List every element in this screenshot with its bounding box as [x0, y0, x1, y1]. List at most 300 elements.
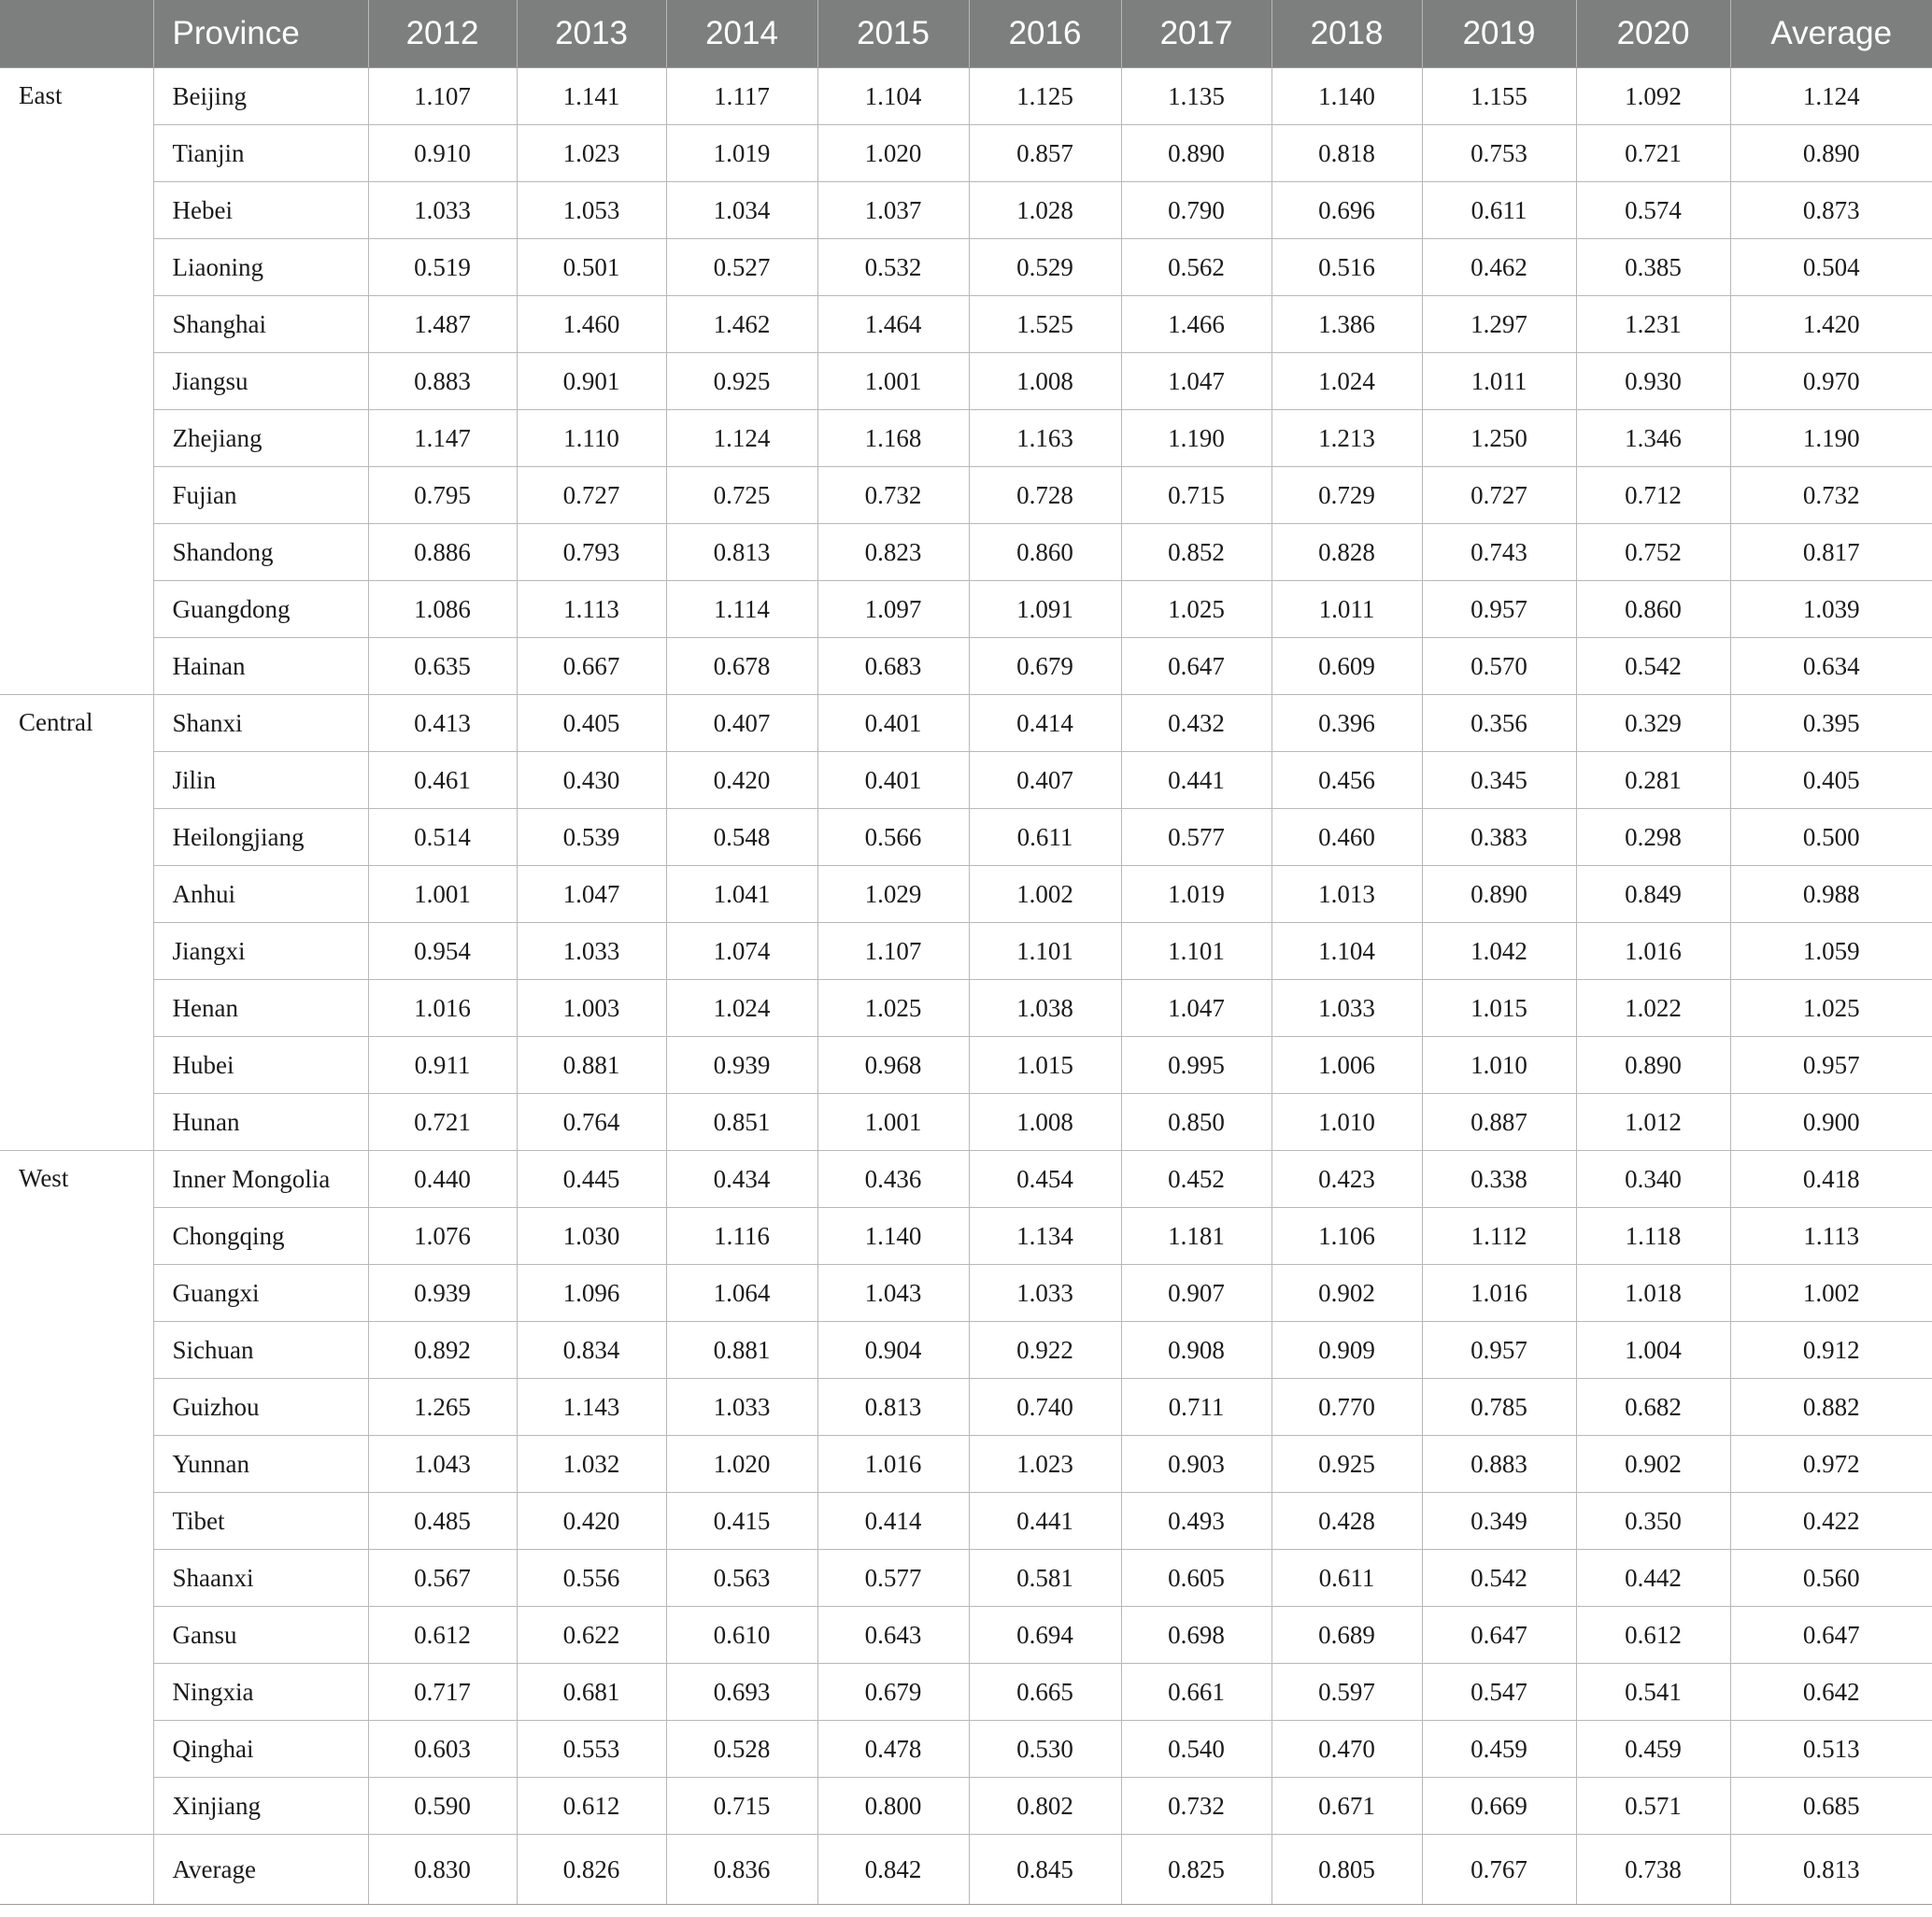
- value-cell: 0.338: [1422, 1151, 1576, 1208]
- average-cell: 0.957: [1730, 1037, 1932, 1094]
- value-cell: 0.519: [368, 239, 517, 296]
- region-cell: Central: [0, 695, 153, 1151]
- value-cell: 0.753: [1422, 125, 1576, 182]
- value-cell: 1.113: [517, 581, 666, 638]
- year-header: 2013: [517, 0, 666, 68]
- value-cell: 0.732: [817, 467, 969, 524]
- value-cell: 0.470: [1271, 1721, 1422, 1778]
- value-cell: 1.213: [1271, 410, 1422, 467]
- value-cell: 1.107: [368, 68, 517, 125]
- average-cell: 1.420: [1730, 296, 1932, 353]
- value-cell: 0.356: [1422, 695, 1576, 752]
- value-cell: 0.842: [817, 1835, 969, 1905]
- table-row: [0, 1493, 1932, 1550]
- value-cell: 0.721: [368, 1094, 517, 1151]
- value-cell: 0.441: [1121, 752, 1271, 809]
- value-cell: 0.954: [368, 923, 517, 980]
- value-cell: 0.542: [1576, 638, 1730, 695]
- average-cell: 0.647: [1730, 1607, 1932, 1664]
- average-cell: 0.817: [1730, 524, 1932, 581]
- value-cell: 0.298: [1576, 809, 1730, 866]
- table-body: [0, 68, 1932, 1905]
- value-cell: 0.420: [666, 752, 817, 809]
- year-header: 2019: [1422, 0, 1576, 68]
- province-cell: Henan: [153, 980, 368, 1037]
- value-cell: 1.110: [517, 410, 666, 467]
- value-cell: 1.112: [1422, 1208, 1576, 1265]
- value-cell: 1.001: [368, 866, 517, 923]
- table-row: [0, 410, 1932, 467]
- table-row: [0, 1037, 1932, 1094]
- average-cell: 1.059: [1730, 923, 1932, 980]
- province-cell: Tibet: [153, 1493, 368, 1550]
- value-cell: 0.661: [1121, 1664, 1271, 1721]
- province-cell: Gansu: [153, 1607, 368, 1664]
- value-cell: 0.828: [1271, 524, 1422, 581]
- province-cell: Fujian: [153, 467, 368, 524]
- value-cell: 0.612: [368, 1607, 517, 1664]
- table-row: [0, 1151, 1932, 1208]
- value-cell: 1.346: [1576, 410, 1730, 467]
- value-cell: 0.442: [1576, 1550, 1730, 1607]
- value-cell: 1.155: [1422, 68, 1576, 125]
- value-cell: 1.047: [1121, 980, 1271, 1037]
- value-cell: 1.019: [1121, 866, 1271, 923]
- province-cell: Guangxi: [153, 1265, 368, 1322]
- province-cell: Shanghai: [153, 296, 368, 353]
- value-cell: 0.414: [969, 695, 1121, 752]
- table-row: [0, 1664, 1932, 1721]
- value-cell: 1.033: [1271, 980, 1422, 1037]
- value-cell: 0.679: [969, 638, 1121, 695]
- value-cell: 1.134: [969, 1208, 1121, 1265]
- value-cell: 1.001: [817, 1094, 969, 1151]
- value-cell: 1.029: [817, 866, 969, 923]
- value-cell: 0.571: [1576, 1778, 1730, 1835]
- value-cell: 0.562: [1121, 239, 1271, 296]
- value-cell: 0.485: [368, 1493, 517, 1550]
- value-cell: 1.047: [517, 866, 666, 923]
- value-cell: 1.033: [969, 1265, 1121, 1322]
- province-cell: Guangdong: [153, 581, 368, 638]
- value-cell: 0.957: [1422, 581, 1576, 638]
- region-cell: [0, 1835, 153, 1905]
- province-cell: Shanxi: [153, 695, 368, 752]
- value-cell: 0.717: [368, 1664, 517, 1721]
- value-cell: 0.281: [1576, 752, 1730, 809]
- value-cell: 0.414: [817, 1493, 969, 1550]
- value-cell: 0.800: [817, 1778, 969, 1835]
- province-cell: Tianjin: [153, 125, 368, 182]
- average-cell: 0.504: [1730, 239, 1932, 296]
- value-cell: 1.466: [1121, 296, 1271, 353]
- value-cell: 1.181: [1121, 1208, 1271, 1265]
- value-cell: 1.107: [817, 923, 969, 980]
- value-cell: 0.727: [1422, 467, 1576, 524]
- province-cell: Jiangsu: [153, 353, 368, 410]
- value-cell: 1.016: [1576, 923, 1730, 980]
- value-cell: 0.823: [817, 524, 969, 581]
- value-cell: 0.683: [817, 638, 969, 695]
- value-cell: 0.902: [1271, 1265, 1422, 1322]
- average-cell: 0.890: [1730, 125, 1932, 182]
- value-cell: 0.612: [1576, 1607, 1730, 1664]
- value-cell: 0.689: [1271, 1607, 1422, 1664]
- value-cell: 1.003: [517, 980, 666, 1037]
- value-cell: 1.097: [817, 581, 969, 638]
- value-cell: 0.883: [1422, 1436, 1576, 1493]
- table-row: [0, 1721, 1932, 1778]
- value-cell: 0.540: [1121, 1721, 1271, 1778]
- value-cell: 0.556: [517, 1550, 666, 1607]
- table-row: [0, 1379, 1932, 1436]
- value-cell: 1.117: [666, 68, 817, 125]
- value-cell: 0.849: [1576, 866, 1730, 923]
- value-cell: 0.610: [666, 1607, 817, 1664]
- value-cell: 0.904: [817, 1322, 969, 1379]
- value-cell: 1.015: [969, 1037, 1121, 1094]
- value-cell: 1.002: [969, 866, 1121, 923]
- value-cell: 0.790: [1121, 182, 1271, 239]
- table-row: [0, 353, 1932, 410]
- value-cell: 1.023: [969, 1436, 1121, 1493]
- value-cell: 1.096: [517, 1265, 666, 1322]
- value-cell: 0.665: [969, 1664, 1121, 1721]
- value-cell: 0.890: [1576, 1037, 1730, 1094]
- table-row: [0, 296, 1932, 353]
- value-cell: 1.024: [1271, 353, 1422, 410]
- value-cell: 0.454: [969, 1151, 1121, 1208]
- region-cell: East: [0, 68, 153, 695]
- value-cell: 1.135: [1121, 68, 1271, 125]
- value-cell: 0.907: [1121, 1265, 1271, 1322]
- province-cell: Sichuan: [153, 1322, 368, 1379]
- value-cell: 1.037: [817, 182, 969, 239]
- value-cell: 0.566: [817, 809, 969, 866]
- value-cell: 0.732: [1121, 1778, 1271, 1835]
- value-cell: 0.350: [1576, 1493, 1730, 1550]
- value-cell: 0.452: [1121, 1151, 1271, 1208]
- value-cell: 1.025: [817, 980, 969, 1037]
- average-cell: 1.190: [1730, 410, 1932, 467]
- value-cell: 0.430: [517, 752, 666, 809]
- value-cell: 1.022: [1576, 980, 1730, 1037]
- value-cell: 0.939: [666, 1037, 817, 1094]
- value-cell: 0.528: [666, 1721, 817, 1778]
- value-cell: 1.092: [1576, 68, 1730, 125]
- table-row: [0, 980, 1932, 1037]
- value-cell: 0.805: [1271, 1835, 1422, 1905]
- value-cell: 0.577: [1121, 809, 1271, 866]
- province-cell: Jiangxi: [153, 923, 368, 980]
- average-cell: 0.900: [1730, 1094, 1932, 1151]
- value-cell: 0.818: [1271, 125, 1422, 182]
- value-cell: 0.590: [368, 1778, 517, 1835]
- value-cell: 0.459: [1422, 1721, 1576, 1778]
- value-cell: 0.622: [517, 1607, 666, 1664]
- value-cell: 0.527: [666, 239, 817, 296]
- value-cell: 0.407: [666, 695, 817, 752]
- average-cell: 0.988: [1730, 866, 1932, 923]
- value-cell: 0.860: [969, 524, 1121, 581]
- value-cell: 0.611: [969, 809, 1121, 866]
- value-cell: 1.101: [1121, 923, 1271, 980]
- value-cell: 1.265: [368, 1379, 517, 1436]
- value-cell: 0.740: [969, 1379, 1121, 1436]
- value-cell: 0.612: [517, 1778, 666, 1835]
- value-cell: 0.813: [666, 524, 817, 581]
- value-cell: 0.501: [517, 239, 666, 296]
- value-cell: 0.329: [1576, 695, 1730, 752]
- value-cell: 0.881: [666, 1322, 817, 1379]
- value-cell: 1.023: [517, 125, 666, 182]
- value-cell: 0.456: [1271, 752, 1422, 809]
- value-cell: 0.909: [1271, 1322, 1422, 1379]
- value-cell: 0.682: [1576, 1379, 1730, 1436]
- value-cell: 1.030: [517, 1208, 666, 1265]
- value-cell: 1.250: [1422, 410, 1576, 467]
- province-cell: Zhejiang: [153, 410, 368, 467]
- value-cell: 0.698: [1121, 1607, 1271, 1664]
- table-row: [0, 866, 1932, 923]
- value-cell: 0.567: [368, 1550, 517, 1607]
- value-cell: 0.434: [666, 1151, 817, 1208]
- value-cell: 0.611: [1422, 182, 1576, 239]
- value-cell: 0.581: [969, 1550, 1121, 1607]
- value-cell: 1.047: [1121, 353, 1271, 410]
- value-cell: 1.386: [1271, 296, 1422, 353]
- value-cell: 1.018: [1576, 1265, 1730, 1322]
- table-row: [0, 68, 1932, 125]
- average-cell: 0.418: [1730, 1151, 1932, 1208]
- value-cell: 1.074: [666, 923, 817, 980]
- value-cell: 1.010: [1422, 1037, 1576, 1094]
- value-cell: 0.530: [969, 1721, 1121, 1778]
- value-cell: 0.679: [817, 1664, 969, 1721]
- value-cell: 0.647: [1422, 1607, 1576, 1664]
- value-cell: 0.857: [969, 125, 1121, 182]
- value-cell: 1.015: [1422, 980, 1576, 1037]
- value-cell: 0.349: [1422, 1493, 1576, 1550]
- value-cell: 1.076: [368, 1208, 517, 1265]
- value-cell: 0.345: [1422, 752, 1576, 809]
- province-cell: Average: [153, 1835, 368, 1905]
- table-row: [0, 467, 1932, 524]
- table-row: [0, 1094, 1932, 1151]
- value-cell: 1.140: [1271, 68, 1422, 125]
- value-cell: 1.487: [368, 296, 517, 353]
- table-row: [0, 1322, 1932, 1379]
- value-cell: 0.729: [1271, 467, 1422, 524]
- value-cell: 0.541: [1576, 1664, 1730, 1721]
- value-cell: 1.028: [969, 182, 1121, 239]
- province-header: Province: [153, 0, 368, 68]
- value-cell: 0.968: [817, 1037, 969, 1094]
- value-cell: 0.603: [368, 1721, 517, 1778]
- average-header: Average: [1730, 0, 1932, 68]
- value-cell: 1.525: [969, 296, 1121, 353]
- value-cell: 0.845: [969, 1835, 1121, 1905]
- average-cell: 0.634: [1730, 638, 1932, 695]
- value-cell: 0.577: [817, 1550, 969, 1607]
- province-cell: Yunnan: [153, 1436, 368, 1493]
- value-cell: 1.190: [1121, 410, 1271, 467]
- value-cell: 0.903: [1121, 1436, 1271, 1493]
- value-cell: 0.423: [1271, 1151, 1422, 1208]
- value-cell: 0.908: [1121, 1322, 1271, 1379]
- value-cell: 0.548: [666, 809, 817, 866]
- value-cell: 0.813: [817, 1379, 969, 1436]
- region-header: [0, 0, 153, 68]
- value-cell: 0.597: [1271, 1664, 1422, 1721]
- value-cell: 0.396: [1271, 695, 1422, 752]
- year-header: 2016: [969, 0, 1121, 68]
- value-cell: 0.532: [817, 239, 969, 296]
- value-cell: 0.922: [969, 1322, 1121, 1379]
- average-cell: 0.882: [1730, 1379, 1932, 1436]
- value-cell: 1.010: [1271, 1094, 1422, 1151]
- year-header: 2012: [368, 0, 517, 68]
- table-row: [0, 524, 1932, 581]
- value-cell: 0.420: [517, 1493, 666, 1550]
- value-cell: 1.033: [368, 182, 517, 239]
- value-cell: 1.041: [666, 866, 817, 923]
- year-header: 2018: [1271, 0, 1422, 68]
- province-cell: Anhui: [153, 866, 368, 923]
- value-cell: 0.415: [666, 1493, 817, 1550]
- value-cell: 0.728: [969, 467, 1121, 524]
- value-cell: 0.770: [1271, 1379, 1422, 1436]
- value-cell: 0.428: [1271, 1493, 1422, 1550]
- value-cell: 0.715: [666, 1778, 817, 1835]
- value-cell: 0.478: [817, 1721, 969, 1778]
- value-cell: 0.460: [1271, 809, 1422, 866]
- average-cell: 0.500: [1730, 809, 1932, 866]
- value-cell: 1.034: [666, 182, 817, 239]
- value-cell: 0.995: [1121, 1037, 1271, 1094]
- value-cell: 0.795: [368, 467, 517, 524]
- year-header: 2020: [1576, 0, 1730, 68]
- value-cell: 0.925: [1271, 1436, 1422, 1493]
- value-cell: 1.043: [817, 1265, 969, 1322]
- value-cell: 1.020: [817, 125, 969, 182]
- province-cell: Qinghai: [153, 1721, 368, 1778]
- value-cell: 0.401: [817, 695, 969, 752]
- value-cell: 0.836: [666, 1835, 817, 1905]
- value-cell: 0.911: [368, 1037, 517, 1094]
- value-cell: 1.011: [1271, 581, 1422, 638]
- value-cell: 1.104: [817, 68, 969, 125]
- province-cell: Inner Mongolia: [153, 1151, 368, 1208]
- value-cell: 0.611: [1271, 1550, 1422, 1607]
- value-cell: 0.925: [666, 353, 817, 410]
- value-cell: 0.957: [1422, 1322, 1576, 1379]
- table-row: [0, 638, 1932, 695]
- value-cell: 0.725: [666, 467, 817, 524]
- value-cell: 1.140: [817, 1208, 969, 1265]
- value-cell: 1.033: [517, 923, 666, 980]
- table-row: [0, 695, 1932, 752]
- value-cell: 0.514: [368, 809, 517, 866]
- table-row: [0, 239, 1932, 296]
- value-cell: 0.752: [1576, 524, 1730, 581]
- value-cell: 0.542: [1422, 1550, 1576, 1607]
- value-cell: 0.440: [368, 1151, 517, 1208]
- value-cell: 0.767: [1422, 1835, 1576, 1905]
- province-cell: Chongqing: [153, 1208, 368, 1265]
- value-cell: 0.883: [368, 353, 517, 410]
- value-cell: 0.643: [817, 1607, 969, 1664]
- value-cell: 1.114: [666, 581, 817, 638]
- value-cell: 0.516: [1271, 239, 1422, 296]
- average-cell: 0.395: [1730, 695, 1932, 752]
- value-cell: 0.892: [368, 1322, 517, 1379]
- value-cell: 0.385: [1576, 239, 1730, 296]
- value-cell: 1.297: [1422, 296, 1576, 353]
- value-cell: 1.006: [1271, 1037, 1422, 1094]
- table-row: [0, 923, 1932, 980]
- value-cell: 0.727: [517, 467, 666, 524]
- value-cell: 0.669: [1422, 1778, 1576, 1835]
- average-cell: 1.124: [1730, 68, 1932, 125]
- value-cell: 1.038: [969, 980, 1121, 1037]
- value-cell: 0.570: [1422, 638, 1576, 695]
- value-cell: 0.529: [969, 239, 1121, 296]
- value-cell: 1.460: [517, 296, 666, 353]
- value-cell: 0.635: [368, 638, 517, 695]
- average-cell: 0.972: [1730, 1436, 1932, 1493]
- table-row: [0, 752, 1932, 809]
- average-cell: 0.813: [1730, 1835, 1932, 1905]
- province-cell: Liaoning: [153, 239, 368, 296]
- value-cell: 1.020: [666, 1436, 817, 1493]
- average-cell: 0.642: [1730, 1664, 1932, 1721]
- value-cell: 1.032: [517, 1436, 666, 1493]
- average-cell: 0.560: [1730, 1550, 1932, 1607]
- value-cell: 0.785: [1422, 1379, 1576, 1436]
- value-cell: 1.042: [1422, 923, 1576, 980]
- value-cell: 0.667: [517, 638, 666, 695]
- value-cell: 0.436: [817, 1151, 969, 1208]
- value-cell: 1.464: [817, 296, 969, 353]
- value-cell: 1.033: [666, 1379, 817, 1436]
- value-cell: 0.383: [1422, 809, 1576, 866]
- header-row: [0, 0, 1932, 68]
- value-cell: 1.147: [368, 410, 517, 467]
- average-cell: 0.405: [1730, 752, 1932, 809]
- value-cell: 1.101: [969, 923, 1121, 980]
- average-cell: 1.039: [1730, 581, 1932, 638]
- value-cell: 0.764: [517, 1094, 666, 1151]
- value-cell: 0.647: [1121, 638, 1271, 695]
- province-cell: Hebei: [153, 182, 368, 239]
- value-cell: 0.432: [1121, 695, 1271, 752]
- value-cell: 0.445: [517, 1151, 666, 1208]
- value-cell: 0.850: [1121, 1094, 1271, 1151]
- average-cell: 0.970: [1730, 353, 1932, 410]
- value-cell: 0.738: [1576, 1835, 1730, 1905]
- value-cell: 0.405: [517, 695, 666, 752]
- table-row: [0, 1208, 1932, 1265]
- value-cell: 0.881: [517, 1037, 666, 1094]
- average-cell: 0.912: [1730, 1322, 1932, 1379]
- average-cell: 0.732: [1730, 467, 1932, 524]
- value-cell: 0.851: [666, 1094, 817, 1151]
- value-cell: 0.860: [1576, 581, 1730, 638]
- value-cell: 0.901: [517, 353, 666, 410]
- value-cell: 1.118: [1576, 1208, 1730, 1265]
- average-cell: 0.873: [1730, 182, 1932, 239]
